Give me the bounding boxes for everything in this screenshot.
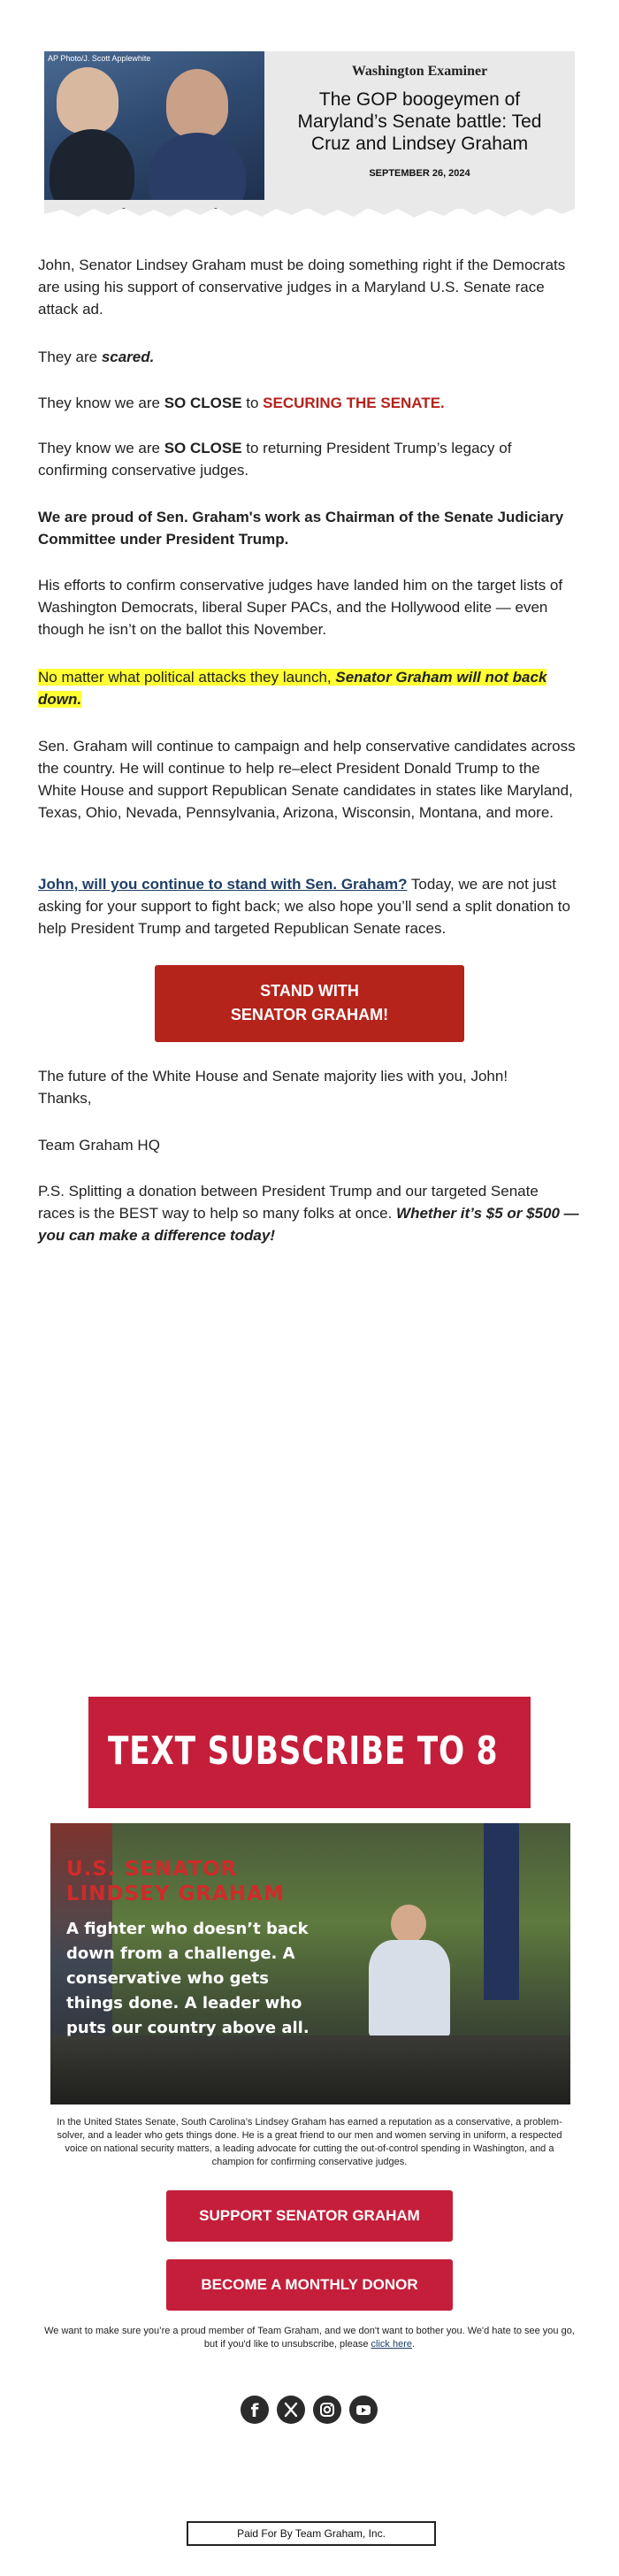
stand-with-rest: Today, we are not just asking for your support to fight back; we also hope you’ll send a split donation to help President Trump and targeted Republican Senate races. (38, 876, 570, 937)
scared-paragraph (38, 346, 579, 368)
flag-right (484, 1823, 519, 2000)
person-suit-right (149, 133, 246, 209)
speaker-body (369, 1940, 450, 2037)
facebook-icon[interactable] (241, 2396, 269, 2424)
photo-credit: AP Photo/J. Scott Applewhite (48, 54, 151, 63)
person-face-right (166, 69, 228, 138)
postscript-paragraph (38, 1180, 579, 1246)
youtube-icon[interactable] (349, 2396, 378, 2424)
svg-text:f: f (250, 2400, 259, 2421)
unsubscribe-end: . (412, 2339, 416, 2350)
instagram-icon[interactable] (313, 2396, 341, 2424)
hero-title-line-1: U.S. SENATOR (66, 1858, 238, 1881)
judges-lead: They know we are (38, 440, 164, 456)
hero-title-line-2: LINDSEY GRAHAM (66, 1882, 285, 1905)
future-line: The future of the White House and Senate majority lies with you, John! (38, 1068, 508, 1085)
stand-with-senator-graham-button[interactable] (155, 965, 464, 1042)
news-clipping-image[interactable] (44, 51, 575, 219)
person-suit-left (50, 129, 134, 209)
ps-lead: P.S. Splitting a donation between President Trump and our targeted Senate races is the BEST way to help so many folks at once. (38, 1183, 539, 1222)
cta-line-2: SENATOR GRAHAM! (230, 1006, 389, 1024)
support-senator-graham-button[interactable]: SUPPORT SENATOR GRAHAM (166, 2190, 453, 2242)
x-icon[interactable] (277, 2396, 305, 2424)
speaker-head (391, 1905, 426, 1944)
signoff: Team Graham HQ (38, 1137, 160, 1154)
unsubscribe-notice (44, 2325, 575, 2351)
intro-paragraph: John, Senator Lindsey Graham must be doing something right if the Democrats are using his support of conservative judges in a Maryland U.S. Senate race attack ad. (38, 257, 566, 318)
wont-back-down-paragraph (38, 666, 579, 710)
text-subscribe-banner[interactable] (88, 1697, 531, 1808)
judges-rest: to returning President Trump’s legacy of confirming conservative judges. (38, 440, 512, 479)
scared-emphasis: scared. (101, 349, 155, 365)
senator-hero-image[interactable] (50, 1823, 570, 2104)
article-clipping (264, 51, 575, 209)
text-subscribe-label: TEXT SUBSCRIBE TO 8 (108, 1729, 499, 1774)
so-close-senate-paragraph (38, 392, 579, 414)
article-headline: The GOP boogeymen of Maryland’s Senate battle: Ted Cruz and Lindsey Graham (297, 89, 542, 154)
cta-line-1: STAND WITH (260, 982, 359, 1000)
crowd (50, 2036, 570, 2104)
highlight-emphasis: Senator Graham will not back down. (38, 669, 547, 708)
stand-with-paragraph (38, 873, 579, 939)
thanks-line: Thanks, (38, 1090, 92, 1107)
person-face-left (57, 67, 118, 134)
hero-tagline: A fighter who doesn’t back down from a challenge. A conservative who gets things done. A leader who puts our country above all. (66, 1920, 310, 2037)
monthly-donor-button[interactable]: BECOME A MONTHLY DONOR (166, 2259, 453, 2311)
scared-lead: They are (38, 349, 102, 365)
highlight-lead: No matter what political attacks they launch, (38, 669, 336, 686)
ps-emphasis: Whether it’s $5 or $500 — you can make a difference today! (38, 1205, 579, 1244)
target-lists-paragraph: His efforts to confirm conservative judges have landed him on the target lists of Washington Democrats, liberal Super PACs, and the Hollywood elite — even though he isn’t on the ballot this November. (38, 577, 563, 638)
unsubscribe-link[interactable]: click here (371, 2339, 412, 2350)
senator-bio: In the United States Senate, South Carolina’s Lindsey Graham has earned a reputation as a conservative, a problem-solver, and a leader who gets things done. He is a great friend to our men and women serving in uniform, a respected voice on national security matters, a leading advocate for cutting the out-of-control spending in Washington, and a champion for confirming conservative judges. (57, 2117, 562, 2167)
stand-with-link[interactable]: John, will you continue to stand with Sen. Graham? (38, 876, 408, 893)
torn-paper-edge (44, 200, 575, 219)
securing-senate-text: SECURING THE SENATE. (263, 395, 445, 411)
unsubscribe-lead: We want to make sure you’re a proud member of Team Graham, and we don't want to bother you. We'd hate to see you go, but if you'd like to unsubscribe, please (44, 2326, 575, 2350)
proud-paragraph: We are proud of Sen. Graham's work as Chairman of the Senate Judiciary Committee under President Trump. (38, 509, 564, 548)
so-close-lead: They know we are (38, 395, 164, 411)
senators-photo (44, 51, 264, 209)
judges-bold: SO CLOSE (164, 440, 242, 456)
paid-for-disclaimer: Paid For By Team Graham, Inc. (187, 2521, 436, 2546)
so-close-bold: SO CLOSE (164, 395, 242, 411)
campaign-paragraph: Sen. Graham will continue to campaign and help conservative candidates across the country. He will continue to help re–elect President Donald Trump to the White House and support Republican Senate candidates in states like Maryland, Texas, Ohio, Nevada, Pennsylvania, Arizona, Wisconsin, Montana, and more. (38, 738, 576, 821)
hero-title (66, 1857, 285, 1906)
so-close-judges-paragraph (38, 437, 579, 481)
newspaper-logo: Washington Examiner (351, 64, 488, 79)
article-date: SEPTEMBER 26, 2024 (369, 168, 470, 179)
so-close-mid: to (241, 395, 264, 411)
